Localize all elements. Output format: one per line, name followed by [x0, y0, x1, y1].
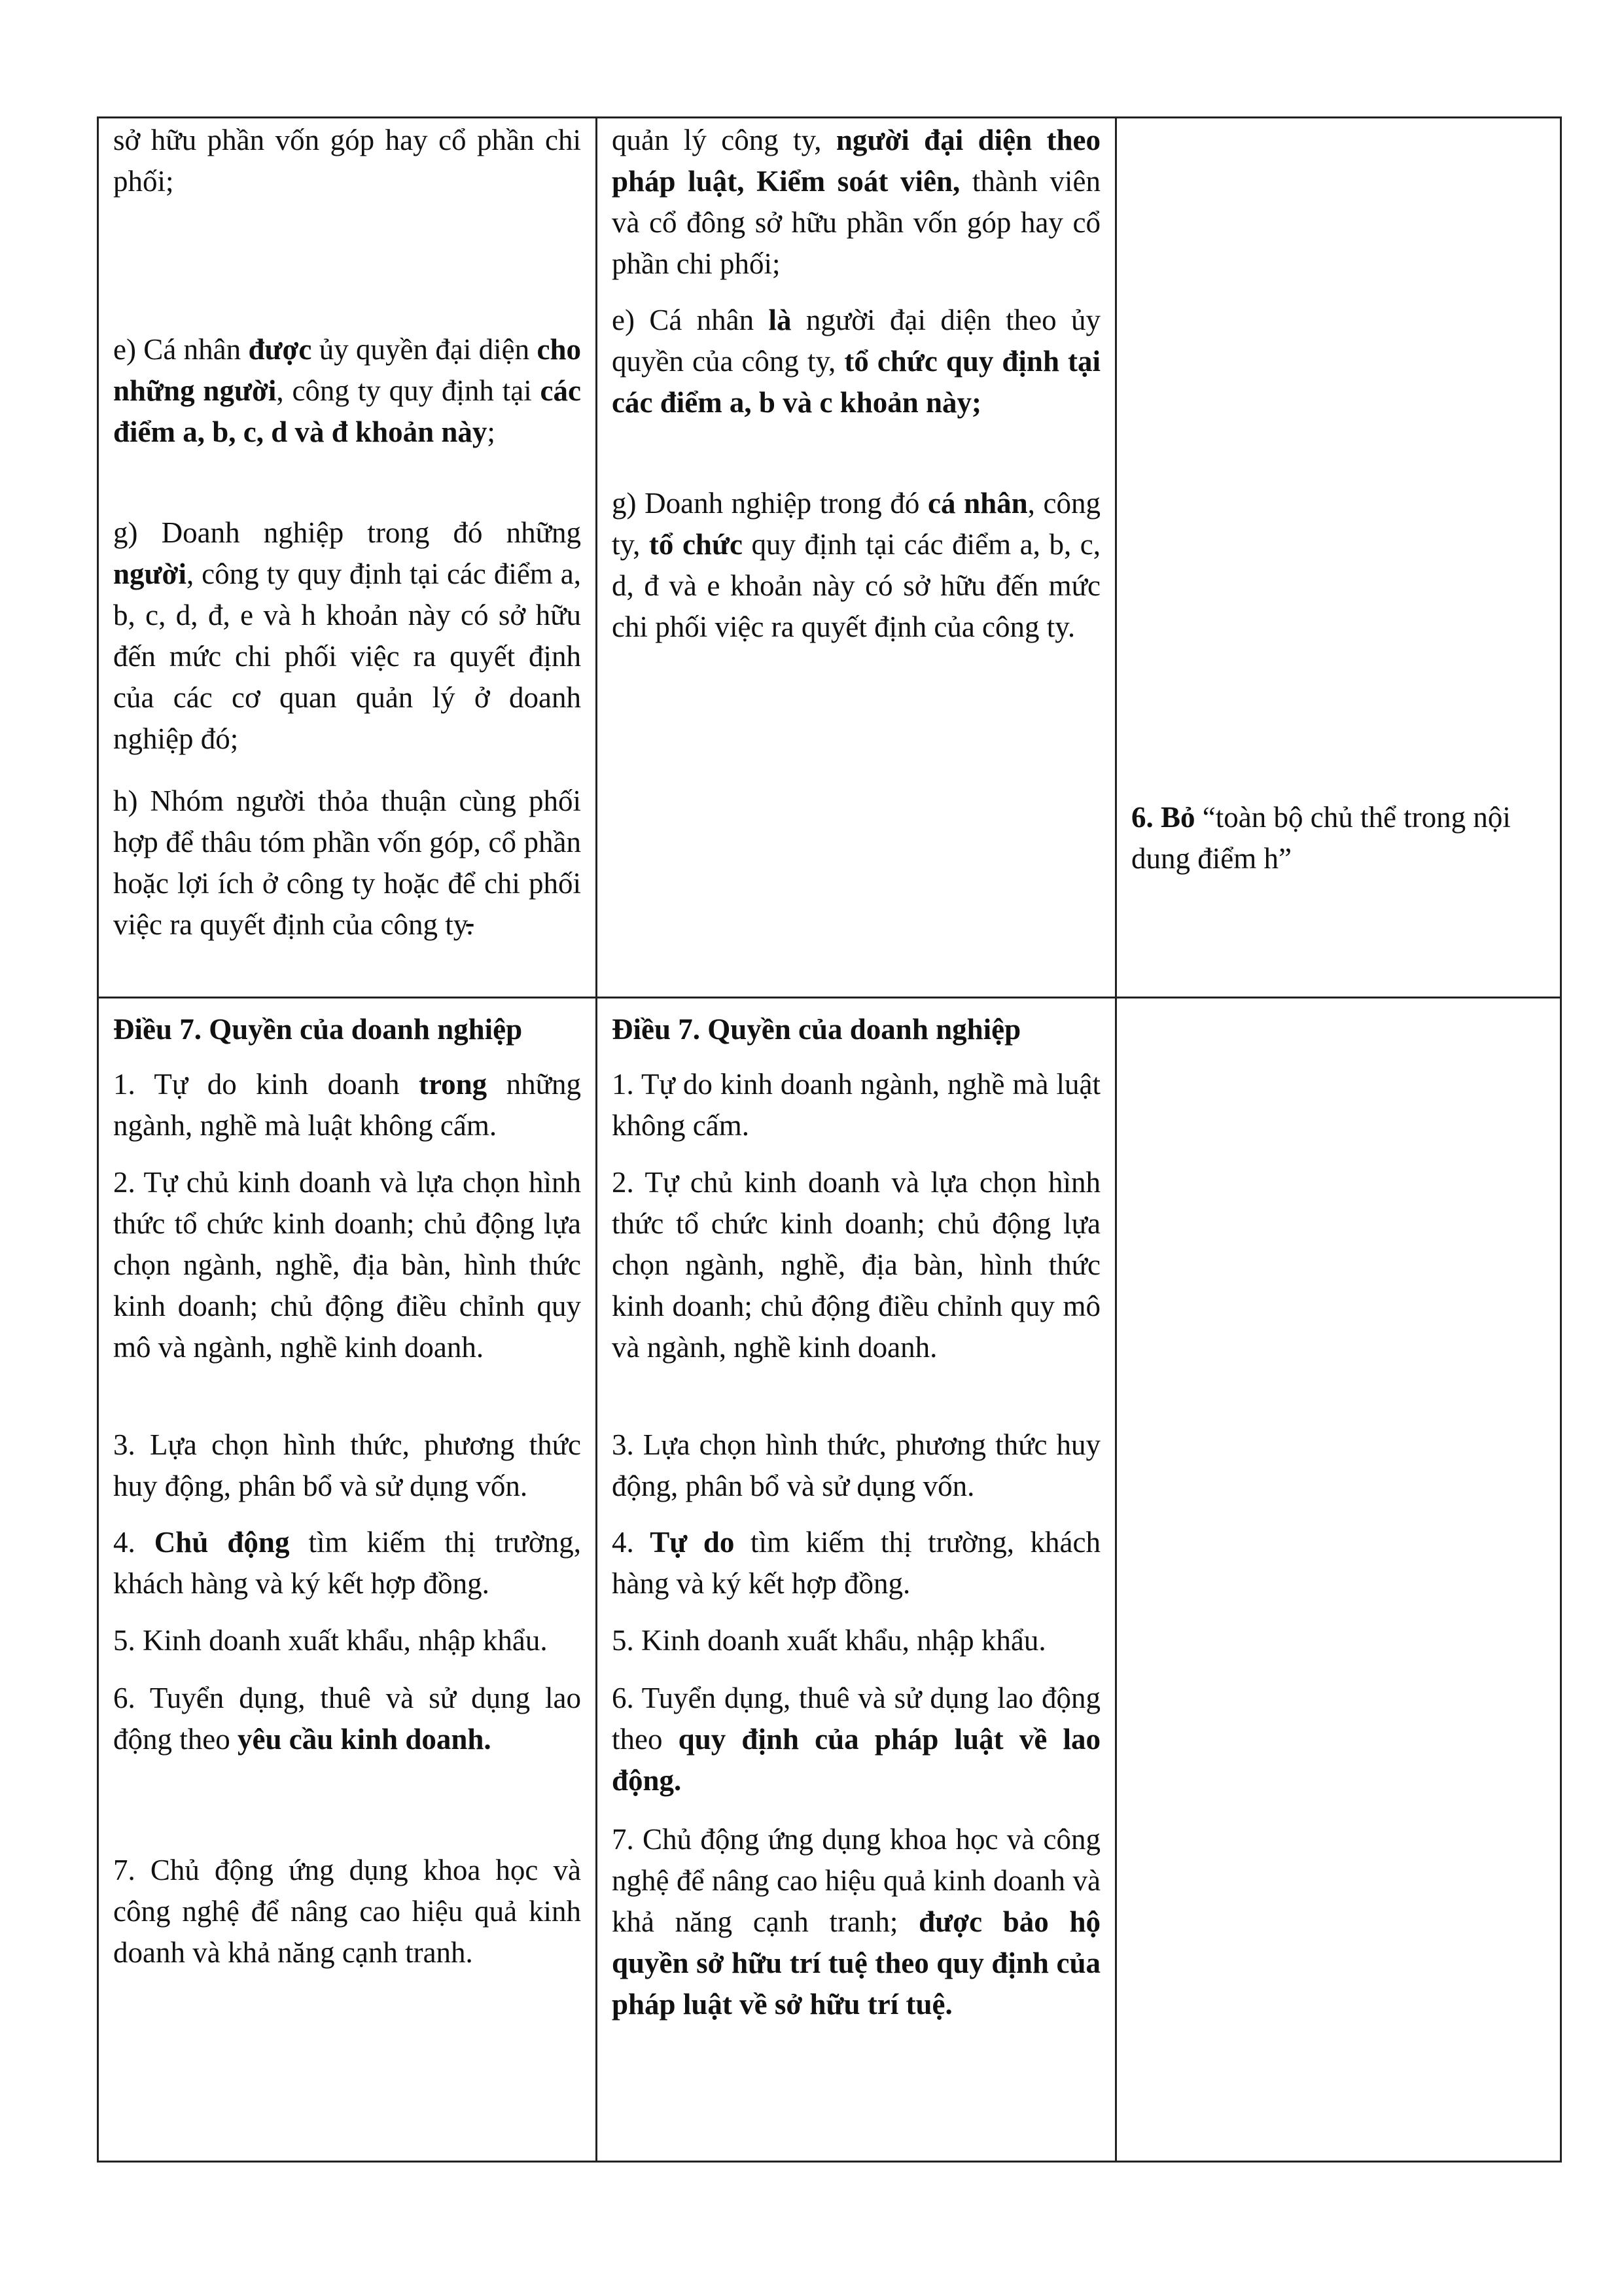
item-3: 3. Lựa chọn hình thức, phương thức huy động, phân bổ và sử dụng vốn.: [612, 1428, 1101, 1502]
paragraph-fragment: sở hữu phần vốn góp hay cổ phần chi phối;: [113, 124, 581, 198]
item-7: 7. Chủ động ứng dụng khoa học và công nghệ để nâng cao hiệu quả kinh doanh và khả năng cạnh tranh; được bảo hộ quyền sở hữu trí tuệ theo quy định của pháp luật về sở hữu trí tuệ.: [612, 1823, 1101, 2021]
item-6: 6. Tuyển dụng, thuê và sử dụng lao động theo yêu cầu kinh doanh.: [113, 1682, 581, 1756]
paragraph-e: e) Cá nhân là người đại diện theo ủy quyền của công ty, tổ chức quy định tại các điểm a, b và c khoản này;: [612, 304, 1101, 419]
paragraph-g: g) Doanh nghiệp trong đó cá nhân, công ty, tổ chức quy định tại các điểm a, b, c, d, đ và e khoản này có sở hữu đến mức chi phối việc ra quyết định của công ty.: [612, 487, 1101, 643]
article-title: Điều 7. Quyền của doanh nghiệp: [612, 1013, 1021, 1046]
cell-draft-law: [597, 118, 1116, 998]
item-7: 7. Chủ động ứng dụng khoa học và công nghệ để nâng cao hiệu quả kinh doanh và khả năng cạnh tranh.: [113, 1854, 581, 1969]
item-2: 2. Tự chủ kinh doanh và lựa chọn hình thức tổ chức kinh doanh; chủ động lựa chọn ngành, nghề, địa bàn, hình thức kinh doanh; chủ động điều chỉnh quy mô và ngành, nghề kinh doanh.: [612, 1166, 1101, 1364]
comparison-table: [97, 116, 1562, 2163]
cell-current-law: [98, 118, 597, 998]
item-5: 5. Kinh doanh xuất khẩu, nhập khẩu.: [612, 1624, 1046, 1657]
table-row: [98, 118, 1561, 998]
item-4: 4. Chủ động tìm kiếm thị trường, khách hàng và ký kết hợp đồng.: [113, 1526, 582, 1600]
cell-comment: [1116, 998, 1561, 2162]
comment-note: 6. Bỏ “toàn bộ chủ thể trong nội dung điểm h”: [1131, 801, 1511, 875]
cell-draft-law: [597, 998, 1116, 2162]
paragraph-g: g) Doanh nghiệp trong đó những người, công ty quy định tại các điểm a, b, c, d, đ, e và h khoản này có sở hữu đến mức chi phối việc ra quyết định của các cơ quan quản lý ở doanh nghiệp đó;: [113, 516, 581, 755]
item-3: 3. Lựa chọn hình thức, phương thức huy động, phân bổ và sử dụng vốn.: [113, 1428, 581, 1502]
item-2: 2. Tự chủ kinh doanh và lựa chọn hình thức tổ chức kinh doanh; chủ động lựa chọn ngành, nghề, địa bàn, hình thức kinh doanh; chủ động điều chỉnh quy mô và ngành, nghề kinh doanh.: [113, 1166, 581, 1364]
cell-comment: [1116, 118, 1561, 998]
paragraph-h: h) Nhóm người thỏa thuận cùng phối hợp để thâu tóm phần vốn góp, cổ phần hoặc lợi ích ở công ty hoặc để chi phối việc ra quyết định của công ty.: [113, 785, 581, 941]
paragraph-e: e) Cá nhân được ủy quyền đại diện cho những người, công ty quy định tại các điểm a, b, c, d và đ khoản này;: [113, 333, 581, 448]
paragraph-fragment: quản lý công ty, người đại diện theo pháp luật, Kiểm soát viên, thành viên và cổ đông sở hữu phần vốn góp hay cổ phần chi phối;: [612, 124, 1101, 280]
item-6: 6. Tuyển dụng, thuê và sử dụng lao động theo quy định của pháp luật về lao động.: [612, 1682, 1101, 1797]
cell-current-law: [98, 998, 597, 2162]
table-row: [98, 998, 1561, 2162]
item-1: 1. Tự do kinh doanh ngành, nghề mà luật không cấm.: [612, 1068, 1101, 1142]
article-title: Điều 7. Quyền của doanh nghiệp: [113, 1013, 523, 1046]
item-4: 4. Tự do tìm kiếm thị trường, khách hàng và ký kết hợp đồng.: [612, 1526, 1101, 1600]
item-5: 5. Kinh doanh xuất khẩu, nhập khẩu.: [113, 1624, 548, 1657]
item-1: 1. Tự do kinh doanh trong những ngành, nghề mà luật không cấm.: [113, 1068, 581, 1142]
